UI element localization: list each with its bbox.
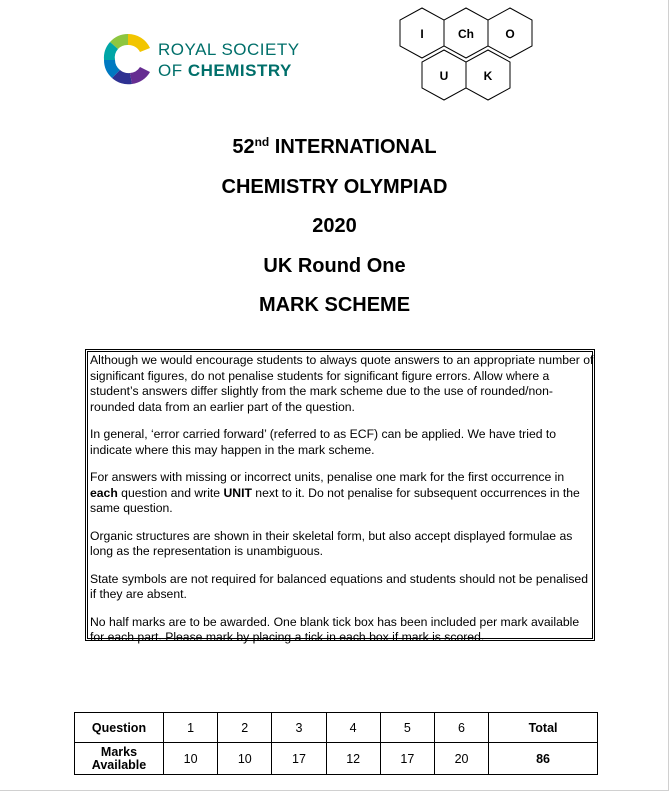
- title-ordinal-suffix: nd: [254, 135, 270, 149]
- title-block: [0, 128, 669, 326]
- marks-q3: 17: [272, 743, 326, 775]
- guidance-state-symbols: State symbols are not required for balanced equations and students should not be penalised if they are absent.: [90, 571, 588, 601]
- marking-guidance-box: [85, 349, 595, 644]
- marks-q2: 10: [218, 743, 272, 775]
- rsc-logo: [102, 30, 332, 90]
- guidance-units-bold-each: each: [90, 485, 118, 500]
- header-total: Total: [489, 713, 598, 743]
- row-label-available: Available: [91, 757, 147, 772]
- guidance-significant-figures: Although we would encourage students to always quote answers to an appropriate number of significant figures, do not penalise students for significant figure errors. Allow where a student’s answers differ slightly from the mark scheme due to the use of rounded/non-rounded data from an earlier part of the question.: [90, 353, 594, 414]
- rsc-wordmark-prefix: OF: [158, 61, 188, 80]
- header-question: Question: [75, 713, 164, 743]
- title-year: 2020: [312, 215, 357, 237]
- marks-table-header-row: [75, 713, 598, 743]
- header-q3: 3: [272, 713, 326, 743]
- guidance-half-marks: No half marks are to be awarded. One blank tick box has been included per mark available for each part. Please mark by placing a tick in each box if mark is scored.: [90, 614, 580, 644]
- rsc-logo-icon: [102, 30, 154, 86]
- guidance-organic-structures: Organic structures are shown in their skeletal form, but also accept displayed formulae as long as the representation is unambiguous.: [90, 528, 573, 558]
- marks-table-values-row: [75, 743, 598, 775]
- hexagon-grid-icon: [385, 3, 555, 107]
- marks-q6: 20: [434, 743, 488, 775]
- marks-total: 86: [489, 743, 598, 775]
- hexagon-label-2: Ch: [458, 27, 474, 41]
- title-olympiad-number: [0, 128, 669, 168]
- guidance-units-bold-unit: UNIT: [223, 485, 252, 500]
- guidance-units-text-c: next to it. Do not penalise for subsequent occurrences in the same question.: [90, 485, 580, 515]
- marks-q1: 10: [164, 743, 218, 775]
- title-number: 52: [232, 136, 255, 158]
- rsc-wordmark: [158, 39, 300, 81]
- header-q2: 2: [218, 713, 272, 743]
- title-document-type: MARK SCHEME: [258, 294, 411, 316]
- marks-q4: 12: [326, 743, 380, 775]
- header-q5: 5: [380, 713, 434, 743]
- header-q4: 4: [326, 713, 380, 743]
- hexagon-label-4: U: [439, 69, 449, 83]
- title-international: INTERNATIONAL: [269, 136, 437, 158]
- guidance-units: [90, 470, 594, 517]
- header-q6: 6: [434, 713, 488, 743]
- hexagon-label-5: K: [483, 69, 493, 83]
- icho-uk-hexagon-logo: [385, 3, 555, 107]
- marks-table: [74, 712, 598, 775]
- hexagon-label-3: O: [505, 27, 515, 41]
- rsc-wordmark-line2: [158, 60, 300, 81]
- title-olympiad-name: CHEMISTRY OLYMPIAD: [221, 175, 448, 198]
- row-label-marks-available: [75, 743, 164, 775]
- guidance-ecf: In general, ‘error carried forward’ (referred to as ECF) can be applied. We have tried to indicate where this may happen in the mark scheme.: [90, 427, 557, 457]
- title-round: UK Round One: [263, 254, 406, 277]
- guidance-units-text-b: question and write: [117, 485, 224, 500]
- marks-q5: 17: [380, 743, 434, 775]
- hexagon-label-1: I: [420, 27, 424, 41]
- header-q1: 1: [164, 713, 218, 743]
- rsc-wordmark-line1: ROYAL SOCIETY: [158, 40, 300, 59]
- row-label-marks: Marks: [100, 744, 138, 759]
- rsc-wordmark-bold: CHEMISTRY: [187, 61, 292, 80]
- guidance-units-text-a: For answers with missing or incorrect units, penalise one mark for the first occurrence in: [90, 470, 565, 484]
